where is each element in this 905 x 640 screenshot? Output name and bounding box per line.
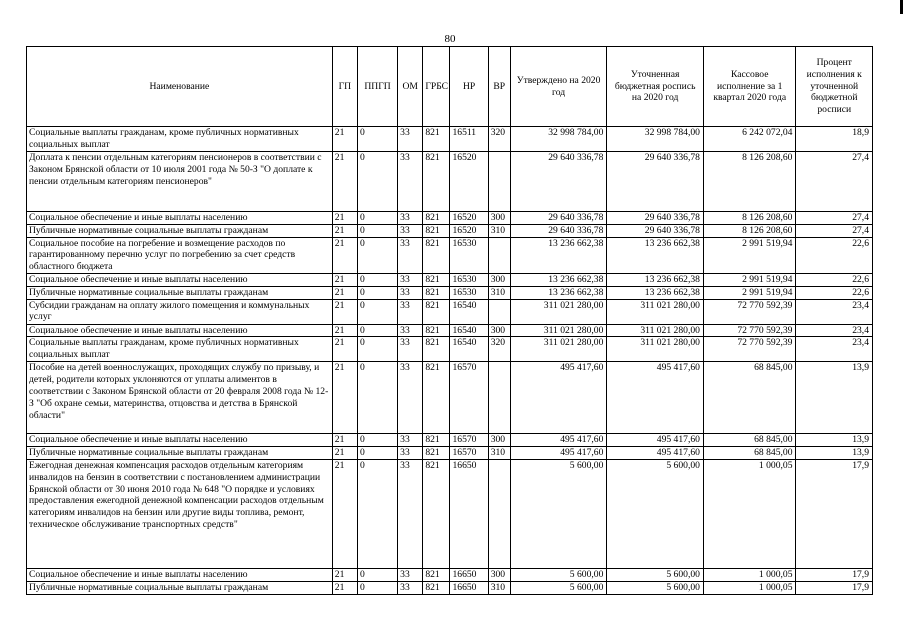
header-cash: Кассовое исполнение за 1 квартал 2020 года [703,47,796,127]
cell-cash: 68 845,00 [703,447,796,460]
cell-vr: 300 [488,568,510,581]
cell-refined: 13 236 662,38 [607,237,704,273]
cell-gp: 21 [332,273,357,286]
cell-om: 33 [398,568,423,581]
cell-approved: 29 640 336,78 [510,224,607,237]
cell-grbs: 821 [423,299,450,324]
cell-grbs: 821 [423,581,450,594]
cell-vr: 310 [488,581,510,594]
cell-name: Публичные нормативные социальные выплаты гражданам [27,286,333,299]
cell-cash: 68 845,00 [703,362,796,434]
cell-nr: 16650 [450,459,488,568]
cell-nr: 16511 [450,127,488,152]
cell-om: 33 [398,212,423,225]
cell-ppgp: 0 [357,324,397,337]
cell-vr: 300 [488,212,510,225]
cell-vr [488,362,510,434]
edge-mark [900,0,903,14]
cell-cash: 6 242 072,04 [703,127,796,152]
cell-name: Социальное обеспечение и иные выплаты населению [27,568,333,581]
table-row [27,127,873,152]
cell-cash: 68 845,00 [703,434,796,447]
cell-om: 33 [398,273,423,286]
cell-nr: 16570 [450,434,488,447]
cell-grbs: 821 [423,447,450,460]
cell-percent: 13,9 [796,362,873,434]
table-row [27,152,873,212]
cell-refined: 5 600,00 [607,568,704,581]
cell-refined: 495 417,60 [607,362,704,434]
cell-grbs: 821 [423,273,450,286]
cell-percent: 27,4 [796,224,873,237]
cell-cash: 2 991 519,94 [703,237,796,273]
cell-name: Социальные выплаты гражданам, кроме публичных нормативных социальных выплат [27,337,333,362]
cell-nr: 16570 [450,362,488,434]
cell-percent: 17,9 [796,459,873,568]
cell-cash: 2 991 519,94 [703,273,796,286]
cell-refined: 29 640 336,78 [607,224,704,237]
cell-refined: 311 021 280,00 [607,299,704,324]
table-row [27,324,873,337]
cell-om: 33 [398,299,423,324]
cell-grbs: 821 [423,337,450,362]
header-nr: НР [450,47,488,127]
budget-table [26,46,873,595]
cell-approved: 13 236 662,38 [510,237,607,273]
cell-name: Доплата к пенсии отдельным категориям пенсионеров в соответствии с Законом Брянской области от 10 июля 2001 года № 50-З "О доплате к пенсии отдельным категориям пенсионеров" [27,152,333,212]
table-row [27,434,873,447]
table-row [27,224,873,237]
cell-approved: 29 640 336,78 [510,152,607,212]
cell-percent: 22,6 [796,237,873,273]
cell-vr [488,459,510,568]
cell-percent: 27,4 [796,152,873,212]
cell-ppgp: 0 [357,447,397,460]
header-refined: Уточненная бюджетная роспись на 2020 год [607,47,704,127]
cell-refined: 495 417,60 [607,434,704,447]
cell-name: Пособие на детей военнослужащих, проходящих службу по призыву, и детей, родители которых уклоняются от уплаты алиментов в соответствии с Законом Брянской области от 20 февраля 2008 года № 12-З "Об охране семьи, материнства, отцовства и детства в Брянской области" [27,362,333,434]
cell-gp: 21 [332,152,357,212]
cell-name: Ежегодная денежная компенсация расходов отдельным категориям инвалидов на бензин в соответствии с постановлением администрации Брянской области от 30 июня 2010 года № 648 "О порядке и условиях предоставления ежегодной денежной компенсации расходов отдельным категориям инвалидов на бензин или другие виды топлива, ремонт, техническое обслуживание транспортных средств" [27,459,333,568]
cell-vr: 310 [488,447,510,460]
cell-nr: 16520 [450,212,488,225]
cell-refined: 5 600,00 [607,581,704,594]
cell-om: 33 [398,581,423,594]
cell-approved: 29 640 336,78 [510,212,607,225]
cell-approved: 495 417,60 [510,447,607,460]
cell-name: Публичные нормативные социальные выплаты гражданам [27,224,333,237]
table-row [27,237,873,273]
cell-ppgp: 0 [357,212,397,225]
cell-grbs: 821 [423,237,450,273]
cell-cash: 8 126 208,60 [703,212,796,225]
cell-nr: 16540 [450,337,488,362]
cell-nr: 16650 [450,581,488,594]
header-gp: ГП [332,47,357,127]
cell-ppgp: 0 [357,152,397,212]
cell-ppgp: 0 [357,459,397,568]
cell-gp: 21 [332,337,357,362]
cell-ppgp: 0 [357,237,397,273]
cell-percent: 23,4 [796,299,873,324]
table-row [27,337,873,362]
cell-om: 33 [398,337,423,362]
cell-name: Социальные выплаты гражданам, кроме публичных нормативных социальных выплат [27,127,333,152]
table-row [27,568,873,581]
header-name: Наименование [27,47,333,127]
cell-nr: 16530 [450,273,488,286]
cell-gp: 21 [332,434,357,447]
cell-om: 33 [398,324,423,337]
cell-cash: 1 000,05 [703,568,796,581]
cell-gp: 21 [332,459,357,568]
cell-approved: 32 998 784,00 [510,127,607,152]
cell-ppgp: 0 [357,568,397,581]
header-grbs: ГРБС [423,47,450,127]
cell-name: Субсидии гражданам на оплату жилого помещения и коммунальных услуг [27,299,333,324]
cell-name: Социальное обеспечение и иные выплаты населению [27,273,333,286]
cell-grbs: 821 [423,434,450,447]
cell-gp: 21 [332,447,357,460]
cell-ppgp: 0 [357,337,397,362]
cell-grbs: 821 [423,286,450,299]
cell-approved: 311 021 280,00 [510,299,607,324]
header-vr: ВР [488,47,510,127]
cell-approved: 311 021 280,00 [510,337,607,362]
cell-percent: 27,4 [796,212,873,225]
cell-vr: 310 [488,286,510,299]
cell-name: Публичные нормативные социальные выплаты гражданам [27,447,333,460]
cell-percent: 18,9 [796,127,873,152]
cell-percent: 22,6 [796,273,873,286]
cell-approved: 5 600,00 [510,459,607,568]
cell-approved: 5 600,00 [510,568,607,581]
page-number: 80 [444,33,456,45]
cell-vr: 300 [488,324,510,337]
cell-ppgp: 0 [357,362,397,434]
table-row [27,212,873,225]
cell-vr [488,152,510,212]
cell-refined: 311 021 280,00 [607,337,704,362]
cell-gp: 21 [332,286,357,299]
cell-ppgp: 0 [357,224,397,237]
cell-nr: 16520 [450,224,488,237]
cell-cash: 8 126 208,60 [703,224,796,237]
cell-vr: 300 [488,273,510,286]
header-approved: Утверждено на 2020 год [510,47,607,127]
cell-grbs: 821 [423,568,450,581]
cell-name: Социальное пособие на погребение и возмещение расходов по гарантированному перечню услуг по погребению за счет средств областного бюджета [27,237,333,273]
table-row [27,459,873,568]
header-om: ОМ [398,47,423,127]
cell-om: 33 [398,362,423,434]
table-body [27,127,873,595]
cell-refined: 13 236 662,38 [607,273,704,286]
cell-om: 33 [398,224,423,237]
table-row [27,299,873,324]
table-row [27,286,873,299]
cell-nr: 16540 [450,299,488,324]
cell-refined: 32 998 784,00 [607,127,704,152]
cell-grbs: 821 [423,212,450,225]
cell-om: 33 [398,152,423,212]
cell-approved: 495 417,60 [510,434,607,447]
cell-percent: 23,4 [796,324,873,337]
cell-ppgp: 0 [357,286,397,299]
cell-percent: 22,6 [796,286,873,299]
cell-vr: 310 [488,224,510,237]
cell-approved: 495 417,60 [510,362,607,434]
cell-grbs: 821 [423,324,450,337]
cell-refined: 495 417,60 [607,447,704,460]
cell-refined: 311 021 280,00 [607,324,704,337]
cell-gp: 21 [332,362,357,434]
table-row [27,581,873,594]
cell-cash: 1 000,05 [703,581,796,594]
cell-om: 33 [398,447,423,460]
cell-vr: 320 [488,127,510,152]
cell-vr: 300 [488,434,510,447]
cell-ppgp: 0 [357,434,397,447]
cell-refined: 13 236 662,38 [607,286,704,299]
cell-cash: 2 991 519,94 [703,286,796,299]
cell-approved: 311 021 280,00 [510,324,607,337]
cell-name: Социальное обеспечение и иные выплаты населению [27,434,333,447]
cell-gp: 21 [332,324,357,337]
cell-name: Социальное обеспечение и иные выплаты населению [27,324,333,337]
table-header-row [27,47,873,127]
cell-nr: 16530 [450,286,488,299]
cell-ppgp: 0 [357,299,397,324]
cell-nr: 16520 [450,152,488,212]
cell-gp: 21 [332,224,357,237]
cell-grbs: 821 [423,459,450,568]
cell-cash: 72 770 592,39 [703,337,796,362]
cell-gp: 21 [332,581,357,594]
cell-om: 33 [398,237,423,273]
cell-approved: 13 236 662,38 [510,273,607,286]
cell-approved: 5 600,00 [510,581,607,594]
cell-gp: 21 [332,568,357,581]
cell-percent: 13,9 [796,447,873,460]
cell-om: 33 [398,434,423,447]
cell-cash: 1 000,05 [703,459,796,568]
cell-name: Социальное обеспечение и иные выплаты населению [27,212,333,225]
cell-om: 33 [398,459,423,568]
cell-ppgp: 0 [357,127,397,152]
header-percent: Процент исполнения к уточненной бюджетной росписи [796,47,873,127]
cell-om: 33 [398,127,423,152]
cell-gp: 21 [332,237,357,273]
cell-percent: 17,9 [796,568,873,581]
cell-ppgp: 0 [357,273,397,286]
cell-nr: 16540 [450,324,488,337]
cell-refined: 5 600,00 [607,459,704,568]
table-row [27,362,873,434]
cell-cash: 72 770 592,39 [703,324,796,337]
cell-gp: 21 [332,127,357,152]
cell-vr [488,237,510,273]
cell-nr: 16570 [450,447,488,460]
cell-gp: 21 [332,299,357,324]
cell-gp: 21 [332,212,357,225]
table-row [27,273,873,286]
cell-nr: 16530 [450,237,488,273]
cell-percent: 13,9 [796,434,873,447]
cell-om: 33 [398,286,423,299]
cell-percent: 23,4 [796,337,873,362]
cell-grbs: 821 [423,152,450,212]
cell-ppgp: 0 [357,581,397,594]
cell-percent: 17,9 [796,581,873,594]
cell-grbs: 821 [423,224,450,237]
cell-cash: 8 126 208,60 [703,152,796,212]
cell-approved: 13 236 662,38 [510,286,607,299]
cell-vr [488,299,510,324]
cell-nr: 16650 [450,568,488,581]
cell-cash: 72 770 592,39 [703,299,796,324]
cell-vr: 320 [488,337,510,362]
header-ppgp: ППГП [357,47,397,127]
cell-name: Публичные нормативные социальные выплаты гражданам [27,581,333,594]
cell-refined: 29 640 336,78 [607,152,704,212]
cell-grbs: 821 [423,127,450,152]
table-row [27,447,873,460]
cell-refined: 29 640 336,78 [607,212,704,225]
cell-grbs: 821 [423,362,450,434]
